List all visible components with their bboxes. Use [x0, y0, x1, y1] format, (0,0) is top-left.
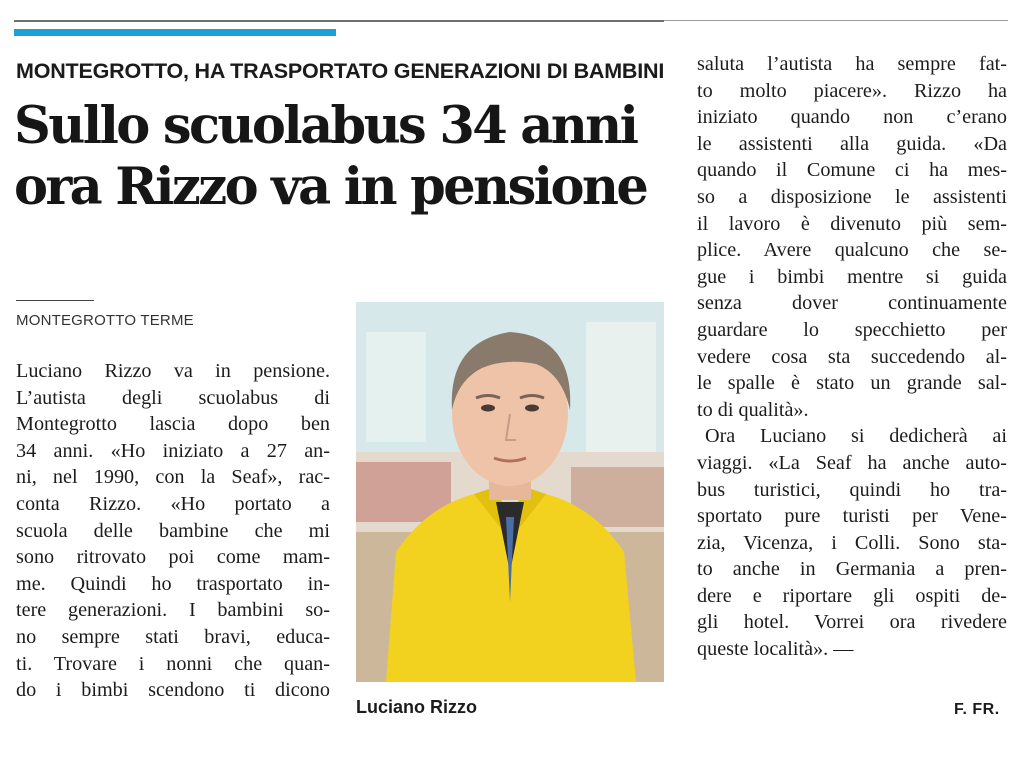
body-line: gli hotel. Vorrei ora rivedere	[697, 611, 1007, 634]
location-label: MONTEGROTTO TERME	[16, 312, 194, 329]
body-line: so a disposizione le assistenti	[697, 185, 1007, 208]
body-line: viaggi. «La Seaf ha anche auto-	[697, 451, 1007, 474]
body-line: quando il Comune ci ha mes-	[697, 159, 1007, 182]
author-byline: F. FR.	[954, 701, 1000, 718]
body-line: senza dover continuamente	[697, 292, 1007, 315]
body-line: sono ritrovato poi come mam-	[16, 546, 330, 569]
headline-line-2: ora Rizzo va in pensione	[14, 157, 647, 217]
headline-line-1: Sullo scuolabus 34 anni	[14, 96, 637, 156]
body-line: Montegrotto lascia dopo ben	[16, 413, 330, 436]
kicker: MONTEGROTTO, HA TRASPORTATO GENERAZIONI DI BAMBINI	[16, 59, 665, 83]
body-line: plice. Avere qualcuno che se-	[697, 239, 1007, 262]
body-line: guardare lo specchietto per	[697, 318, 1007, 341]
body-line: no sempre stati bravi, educa-	[16, 625, 330, 648]
body-line: ni, nel 1990, con la Seaf», rac-	[16, 466, 330, 489]
body-line: iniziato quando non c’erano	[697, 106, 1007, 129]
body-line: do i bimbi scendono ti dicono	[16, 679, 330, 702]
headline	[14, 96, 674, 218]
body-line: le spalle è stato un grande sal-	[697, 372, 1007, 395]
body-line: to molto piacere». Rizzo ha	[697, 79, 1007, 102]
body-line: zia, Vicenza, i Colli. Sono sta-	[697, 531, 1007, 554]
body-line: sportato pure turisti per Vene-	[697, 505, 1007, 528]
body-line: saluta l’autista ha sempre fat-	[697, 53, 1007, 75]
body-line: to anche in Germania a pren-	[697, 558, 1007, 581]
accent-bar	[14, 29, 336, 36]
body-line: dere e riportare gli ospiti de-	[697, 584, 1007, 607]
body-line: me. Quindi ho trasportato in-	[16, 572, 330, 595]
body-line: il lavoro è divenuto più sem-	[697, 212, 1007, 235]
body-line: queste località». —	[697, 638, 854, 661]
body-line: Luciano Rizzo va in pensione.	[16, 360, 330, 382]
body-line: vedere cosa sta succedendo al-	[697, 345, 1007, 368]
body-column-right	[697, 51, 1007, 663]
body-line: to di qualità».	[697, 398, 809, 421]
body-line: scuola delle bambine che mi	[16, 519, 330, 542]
photo-caption: Luciano Rizzo	[356, 697, 477, 717]
body-line: 34 anni. «Ho iniziato a 27 an-	[16, 439, 330, 462]
body-line: ti. Trovare i nonni che quan-	[16, 652, 330, 675]
portrait-photo	[356, 302, 664, 682]
portrait-illustration	[356, 302, 664, 682]
body-line: le assistenti alla guida. «Da	[697, 132, 1007, 155]
body-line: tere generazioni. I bambini so-	[16, 599, 330, 622]
body-column-left	[16, 358, 330, 704]
top-rule-right	[664, 20, 1008, 21]
location-rule	[16, 300, 94, 301]
top-rule	[14, 20, 664, 22]
body-line: gue i bimbi mentre si guida	[697, 265, 1007, 288]
body-line: bus turistici, quindi ho tra-	[697, 478, 1007, 501]
body-line: Ora Luciano si dedicherà ai	[705, 425, 1007, 448]
body-line: L’autista degli scuolabus di	[16, 386, 330, 409]
body-line: conta Rizzo. «Ho portato a	[16, 492, 330, 515]
